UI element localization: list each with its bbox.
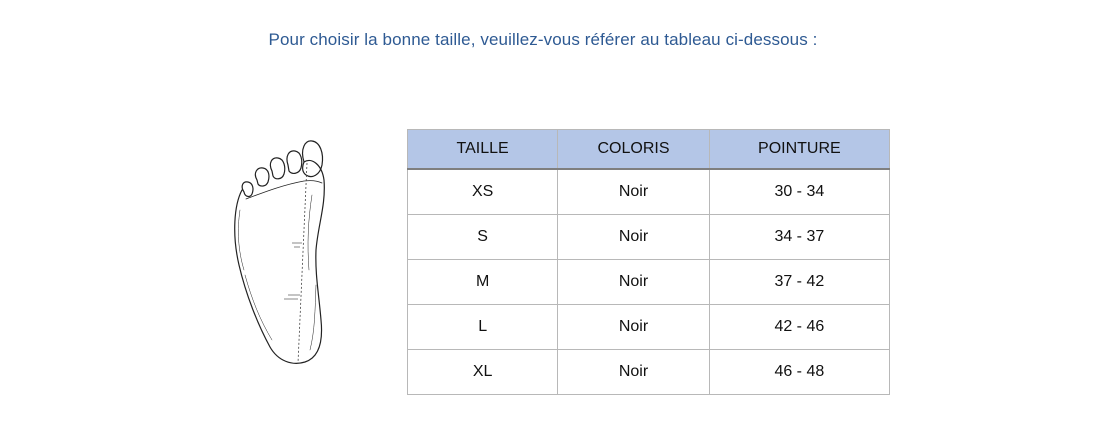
cell-taille: S (408, 215, 558, 260)
cell-coloris: Noir (558, 350, 709, 395)
header-pointure: POINTURE (709, 130, 889, 170)
cell-coloris: Noir (558, 215, 709, 260)
size-table (407, 129, 890, 395)
cell-coloris: Noir (558, 169, 709, 215)
cell-coloris: Noir (558, 305, 709, 350)
table-row (408, 260, 890, 305)
table-row (408, 215, 890, 260)
cell-pointure: 34 - 37 (709, 215, 889, 260)
cell-pointure: 42 - 46 (709, 305, 889, 350)
table-header-row (408, 130, 890, 170)
cell-taille: L (408, 305, 558, 350)
cell-coloris: Noir (558, 260, 709, 305)
cell-pointure: 30 - 34 (709, 169, 889, 215)
table-row (408, 169, 890, 215)
header-coloris: COLORIS (558, 130, 709, 170)
cell-pointure: 37 - 42 (709, 260, 889, 305)
cell-taille: XL (408, 350, 558, 395)
header-taille: TAILLE (408, 130, 558, 170)
intro-text: Pour choisir la bonne taille, veuillez-vous référer au tableau ci-dessous : (268, 30, 818, 49)
cell-pointure: 46 - 48 (709, 350, 889, 395)
cell-taille: M (408, 260, 558, 305)
table-row (408, 350, 890, 395)
table-row (408, 305, 890, 350)
foot-sole-icon (212, 135, 342, 375)
cell-taille: XS (408, 169, 558, 215)
